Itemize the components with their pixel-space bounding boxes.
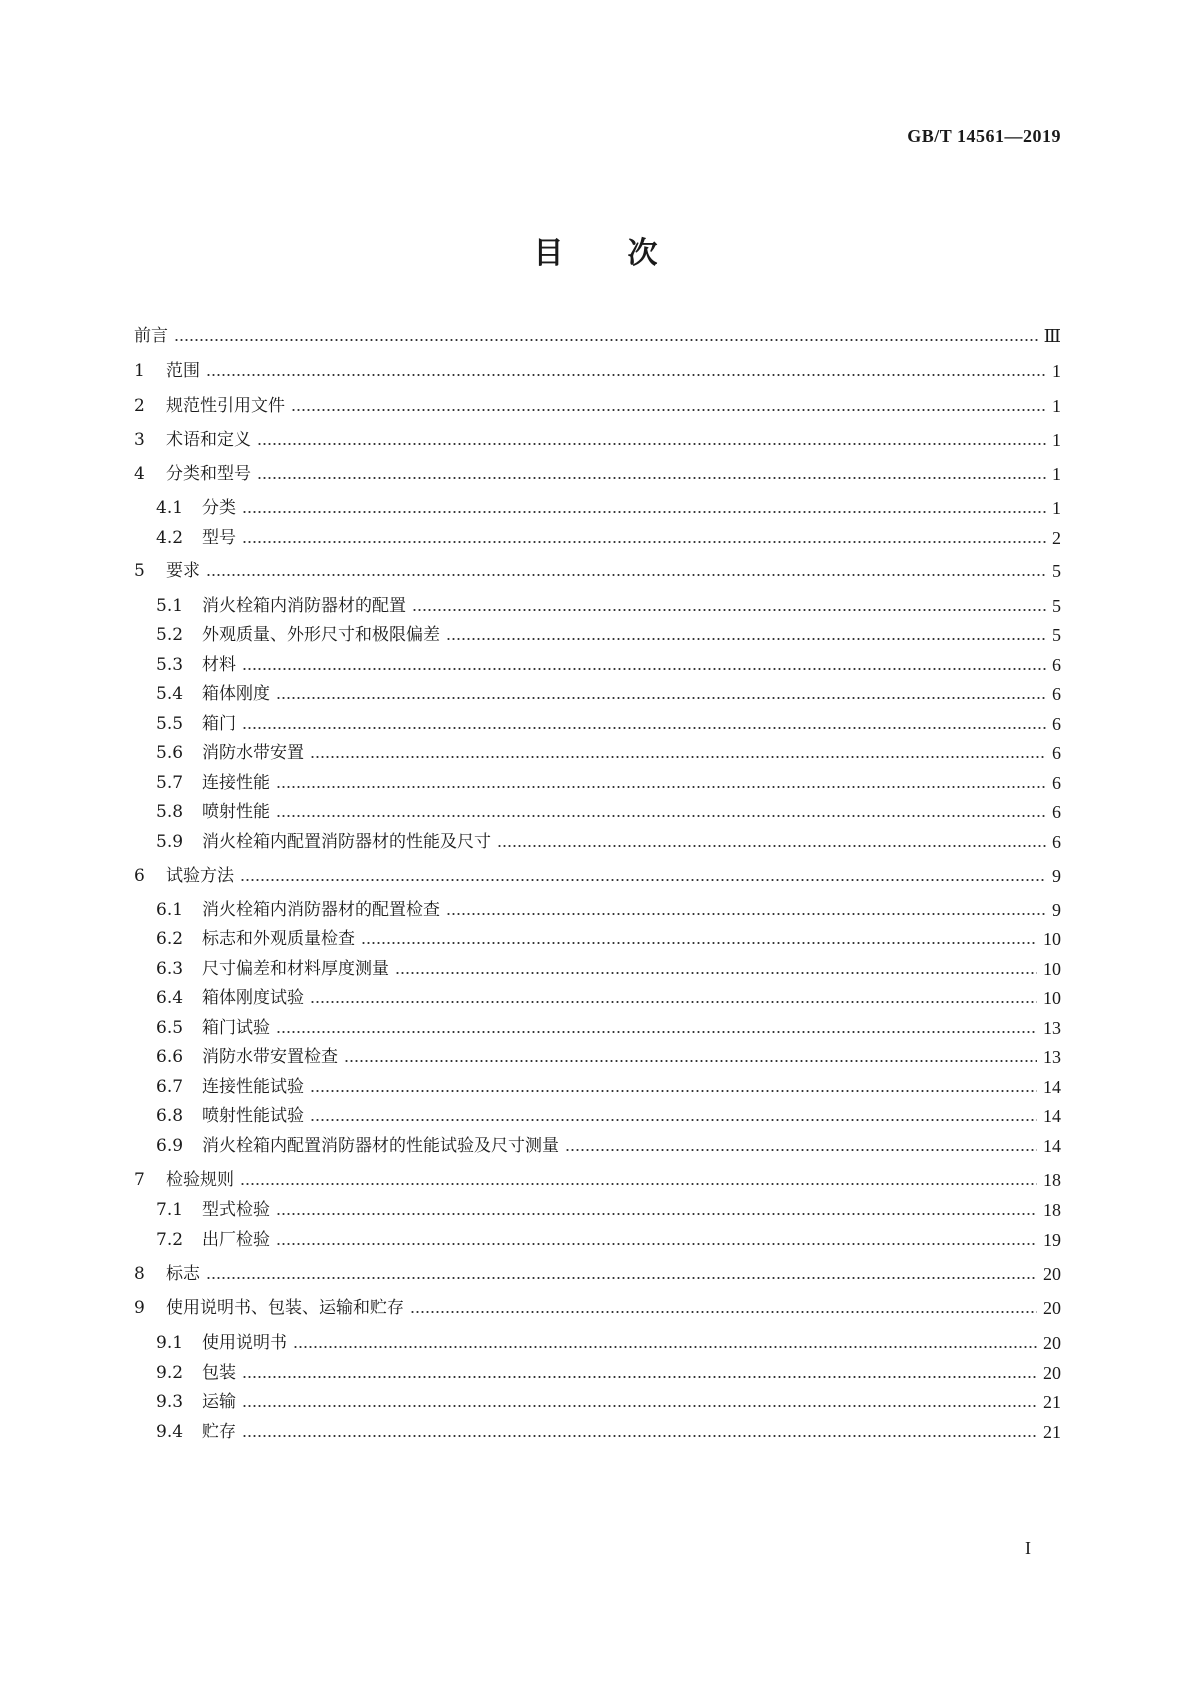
toc-entry[interactable] <box>156 926 1061 950</box>
toc-section-title: 分类 <box>202 498 236 518</box>
toc-entry[interactable] <box>134 1261 1061 1285</box>
toc-entry[interactable] <box>156 652 1061 676</box>
toc-entry[interactable] <box>156 770 1061 794</box>
toc-title: 目次 <box>533 236 722 271</box>
toc-entry[interactable] <box>134 1167 1061 1191</box>
toc-section-title: 运输 <box>202 1392 236 1412</box>
toc-dot-leader <box>497 844 1046 848</box>
toc-entry[interactable] <box>156 495 1061 519</box>
toc-entry[interactable] <box>134 1295 1061 1319</box>
toc-dot-leader <box>276 1030 1037 1034</box>
toc-section-title: 范围 <box>166 361 200 381</box>
toc-section-title: 包装 <box>202 1363 236 1383</box>
toc-section-number: 6 <box>134 866 145 886</box>
toc-entry[interactable] <box>134 393 1061 417</box>
toc-dot-leader <box>276 696 1046 700</box>
toc-page-number: 20 <box>1043 1298 1061 1318</box>
toc-section-title: 消防水带安置检查 <box>202 1047 338 1067</box>
toc-entry[interactable] <box>156 1074 1061 1098</box>
toc-section-title: 外观质量、外形尺寸和极限偏差 <box>202 625 440 645</box>
toc-section-title: 型式检验 <box>202 1200 270 1220</box>
toc-page-number: 9 <box>1052 900 1061 920</box>
toc-dot-leader <box>242 1404 1037 1408</box>
toc-page-number: 1 <box>1052 396 1061 416</box>
toc-section-number: 9.1 <box>156 1333 184 1353</box>
toc-dot-leader <box>565 1148 1037 1152</box>
toc-entry[interactable] <box>156 1360 1061 1384</box>
toc-page-number: 10 <box>1043 959 1061 979</box>
page-number: I <box>1025 1538 1031 1558</box>
toc-page-number: 20 <box>1043 1264 1061 1284</box>
toc-entry[interactable] <box>156 956 1061 980</box>
toc-entry[interactable] <box>156 593 1061 617</box>
toc-dot-leader <box>310 1118 1037 1122</box>
toc-page-number: 19 <box>1043 1230 1061 1250</box>
toc-section-title: 标志 <box>166 1264 200 1284</box>
toc-section-number: 5 <box>134 561 145 581</box>
toc-section-title: 出厂检验 <box>202 1230 270 1250</box>
toc-entry[interactable] <box>156 740 1061 764</box>
toc-section-number: 8 <box>134 1264 145 1284</box>
toc-section-title: 规范性引用文件 <box>166 396 285 416</box>
toc-section-number: 1 <box>134 361 145 381</box>
toc-section-number: 6.4 <box>156 988 184 1008</box>
toc-section-number: 6.5 <box>156 1018 184 1038</box>
toc-page-number: 13 <box>1043 1047 1061 1067</box>
toc-dot-leader <box>310 755 1046 759</box>
toc-section-title: 连接性能试验 <box>202 1077 304 1097</box>
toc-page-number: 18 <box>1043 1170 1061 1190</box>
toc-section-number: 5.4 <box>156 684 184 704</box>
toc-section-title: 型号 <box>202 528 236 548</box>
toc-page-number: 1 <box>1052 498 1061 518</box>
toc-page-number: 13 <box>1043 1018 1061 1038</box>
toc-dot-leader <box>206 1276 1037 1280</box>
toc-dot-leader <box>240 1182 1037 1186</box>
toc-section-number: 5.7 <box>156 773 184 793</box>
toc-page-number: 20 <box>1043 1363 1061 1383</box>
toc-section-number: 3 <box>134 430 145 450</box>
toc-dot-leader <box>276 1242 1037 1246</box>
toc-page-number: 5 <box>1052 625 1061 645</box>
toc-section-number: 5.8 <box>156 802 184 822</box>
toc-section-number: 5.5 <box>156 714 184 734</box>
toc-dot-leader <box>242 1375 1037 1379</box>
toc-section-number: 6.7 <box>156 1077 184 1097</box>
toc-section-number: 5.1 <box>156 596 184 616</box>
toc-dot-leader <box>293 1345 1037 1349</box>
toc-page-number: 2 <box>1052 528 1061 548</box>
toc-dot-leader <box>412 608 1046 612</box>
toc-section-title: 检验规则 <box>166 1170 234 1190</box>
toc-section-number: 7.1 <box>156 1200 184 1220</box>
toc-dot-leader <box>395 971 1037 975</box>
toc-dot-leader <box>310 1000 1037 1004</box>
toc-entry[interactable] <box>156 799 1061 823</box>
toc-dot-leader <box>276 814 1046 818</box>
toc-entry[interactable] <box>156 1227 1061 1251</box>
toc-section-number: 9 <box>134 1298 145 1318</box>
toc-page-number: 9 <box>1052 866 1061 886</box>
toc-entry[interactable] <box>156 985 1061 1009</box>
toc-page-number: 14 <box>1043 1136 1061 1156</box>
toc-section-number: 6.9 <box>156 1136 184 1156</box>
toc-dot-leader <box>410 1310 1037 1314</box>
toc-page-number: 1 <box>1052 430 1061 450</box>
toc-page-number: 6 <box>1052 802 1061 822</box>
toc-entry[interactable] <box>134 358 1061 382</box>
toc-section-number: 5.9 <box>156 832 184 852</box>
toc-section-number: 7.2 <box>156 1230 184 1250</box>
toc-section-title: 喷射性能试验 <box>202 1106 304 1126</box>
toc-section-number: 9.2 <box>156 1363 184 1383</box>
toc-section-title: 箱门试验 <box>202 1018 270 1038</box>
toc-dot-leader <box>242 1434 1037 1438</box>
toc-section-number: 9.3 <box>156 1392 184 1412</box>
toc-section-title: 箱门 <box>202 714 236 734</box>
toc-page-number: 5 <box>1052 561 1061 581</box>
toc-section-title: 使用说明书、包装、运输和贮存 <box>166 1298 404 1318</box>
toc-entry[interactable] <box>134 558 1061 582</box>
toc-entry[interactable] <box>156 681 1061 705</box>
toc-dot-leader <box>446 912 1046 916</box>
toc-entry[interactable] <box>156 1015 1061 1039</box>
toc-page-number: 1 <box>1052 464 1061 484</box>
toc-entry[interactable] <box>156 1044 1061 1068</box>
toc-section-number: 4.1 <box>156 498 184 518</box>
toc-dot-leader <box>242 510 1046 514</box>
toc-page-number: 10 <box>1043 929 1061 949</box>
toc-page-number: 6 <box>1052 714 1061 734</box>
toc-section-title: 尺寸偏差和材料厚度测量 <box>202 959 389 979</box>
toc-page-number: 6 <box>1052 655 1061 675</box>
toc-section-title: 消火栓箱内消防器材的配置检查 <box>202 900 440 920</box>
toc-page-number: Ⅲ <box>1043 326 1061 346</box>
toc-entry[interactable] <box>156 1419 1061 1443</box>
toc-entry[interactable] <box>134 461 1061 485</box>
toc-section-number: 6.2 <box>156 929 184 949</box>
toc-section-number: 5.2 <box>156 625 184 645</box>
toc-page-number: 1 <box>1052 361 1061 381</box>
toc-entry[interactable] <box>156 1330 1061 1354</box>
toc-entry[interactable] <box>156 711 1061 735</box>
toc-page-number: 5 <box>1052 596 1061 616</box>
toc-page-number: 18 <box>1043 1200 1061 1220</box>
toc-section-title: 消火栓箱内配置消防器材的性能试验及尺寸测量 <box>202 1136 559 1156</box>
toc-section-number: 5.3 <box>156 655 184 675</box>
toc-entry[interactable] <box>156 1197 1061 1221</box>
toc-section-title: 标志和外观质量检查 <box>202 929 355 949</box>
toc-page-number: 21 <box>1043 1392 1061 1412</box>
toc-dot-leader <box>276 1212 1037 1216</box>
toc-section-title: 分类和型号 <box>166 464 251 484</box>
toc-page-number: 6 <box>1052 832 1061 852</box>
toc-dot-leader <box>291 408 1046 412</box>
toc-section-title: 要求 <box>166 561 200 581</box>
toc-dot-leader <box>257 442 1046 446</box>
toc-section-title: 消火栓箱内配置消防器材的性能及尺寸 <box>202 832 491 852</box>
toc-dot-leader <box>344 1059 1037 1063</box>
toc-section-number: 4.2 <box>156 528 184 548</box>
toc-section-title: 喷射性能 <box>202 802 270 822</box>
toc-dot-leader <box>206 573 1046 577</box>
toc-section-number: 2 <box>134 396 145 416</box>
toc-section-number: 4 <box>134 464 145 484</box>
toc-page-number: 14 <box>1043 1077 1061 1097</box>
toc-dot-leader <box>206 373 1046 377</box>
toc-entry[interactable] <box>156 1133 1061 1157</box>
toc-section-number: 6.6 <box>156 1047 184 1067</box>
toc-dot-leader <box>276 785 1046 789</box>
toc-dot-leader <box>446 637 1046 641</box>
toc-section-number: 6.3 <box>156 959 184 979</box>
toc-entry[interactable] <box>156 525 1061 549</box>
toc-entry[interactable] <box>156 1103 1061 1127</box>
toc-section-title: 贮存 <box>202 1422 236 1442</box>
toc-section-title: 连接性能 <box>202 773 270 793</box>
standard-number: GB/T 14561—2019 <box>907 126 1061 146</box>
toc-page-number: 21 <box>1043 1422 1061 1442</box>
toc-section-number: 5.6 <box>156 743 184 763</box>
toc-section-title: 箱体刚度 <box>202 684 270 704</box>
toc-dot-leader <box>257 476 1046 480</box>
toc-entry[interactable] <box>134 427 1061 451</box>
toc-entry[interactable] <box>156 829 1061 853</box>
toc-dot-leader <box>242 667 1046 671</box>
toc-section-number: 7 <box>134 1170 145 1190</box>
toc-section-title: 消火栓箱内消防器材的配置 <box>202 596 406 616</box>
toc-page-number: 6 <box>1052 743 1061 763</box>
toc-dot-leader <box>242 726 1046 730</box>
toc-section-title: 消防水带安置 <box>202 743 304 763</box>
toc-dot-leader <box>310 1089 1037 1093</box>
toc-page-number: 6 <box>1052 684 1061 704</box>
toc-section-title: 试验方法 <box>166 866 234 886</box>
toc-page-number: 20 <box>1043 1333 1061 1353</box>
toc-entry[interactable] <box>156 897 1061 921</box>
toc-page-number: 14 <box>1043 1106 1061 1126</box>
toc-page-number: 10 <box>1043 988 1061 1008</box>
toc-section-title: 前言 <box>134 326 168 346</box>
toc-entry[interactable] <box>134 323 1061 347</box>
toc-section-number: 6.1 <box>156 900 184 920</box>
toc-entry[interactable] <box>134 863 1061 887</box>
toc-entry[interactable] <box>156 1389 1061 1413</box>
toc-section-number: 9.4 <box>156 1422 184 1442</box>
toc-section-title: 箱体刚度试验 <box>202 988 304 1008</box>
toc-dot-leader <box>240 878 1046 882</box>
toc-dot-leader <box>174 338 1038 342</box>
toc-dot-leader <box>242 540 1046 544</box>
toc-section-title: 术语和定义 <box>166 430 251 450</box>
toc-section-title: 使用说明书 <box>202 1333 287 1353</box>
toc-dot-leader <box>361 941 1037 945</box>
toc-entry[interactable] <box>156 622 1061 646</box>
toc-page-number: 6 <box>1052 773 1061 793</box>
toc-section-number: 6.8 <box>156 1106 184 1126</box>
toc-section-title: 材料 <box>202 655 236 675</box>
